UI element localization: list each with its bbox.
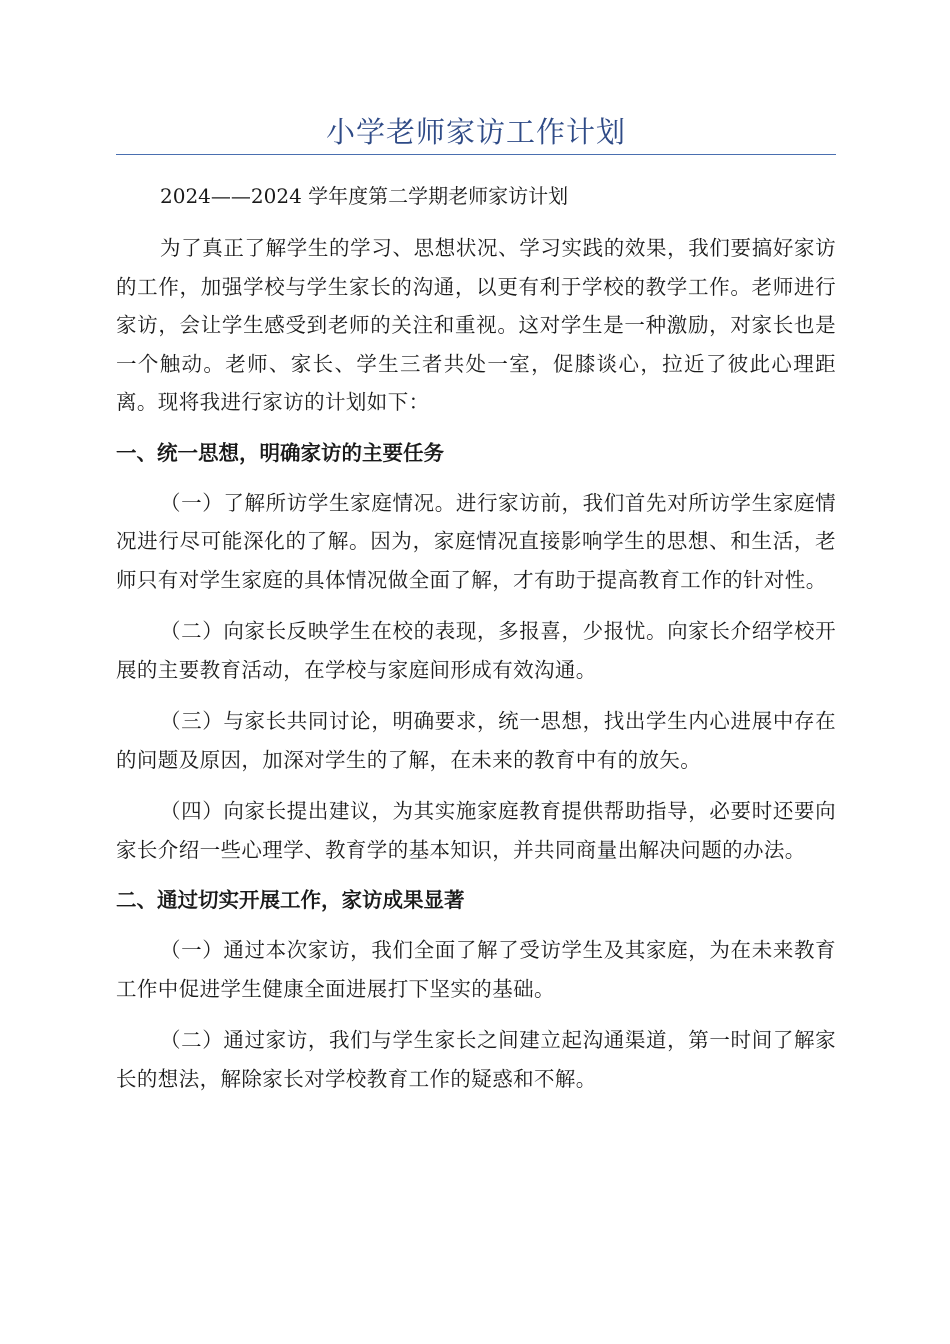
section2-item-2: （二）通过家访，我们与学生家长之间建立起沟通渠道，第一时间了解家长的想法，解除家长对学校教育工作的疑惑和不解。 [116,1028,836,1091]
section-heading-2: 二、通过切实开展工作，家访成果显著 [116,888,465,912]
section2-item-1: （一）通过本次家访，我们全面了解了受访学生及其家庭，为在未来教育工作中促进学生健康全面进展打下坚实的基础。 [116,938,836,1001]
document-page [116,110,836,1098]
section1-item-1: （一）了解所访学生家庭情况。进行家访前，我们首先对所访学生家庭情况进行尽可能深化的了解。因为，家庭情况直接影响学生的思想、和生活，老师只有对学生家庭的具体情况做全面了解，才有助于提高教育工作的针对性。 [116,490,836,592]
title-underline [116,154,836,155]
section1-item-3: （三）与家长共同讨论，明确要求，统一思想，找出学生内心进展中存在的问题及原因，加深对学生的了解，在未来的教育中有的放矢。 [116,709,836,772]
intro-paragraph: 为了真正了解学生的学习、思想状况、学习实践的效果，我们要搞好家访的工作，加强学校与学生家长的沟通，以更有利于学校的教学工作。老师进行家访，会让学生感受到老师的关注和重视。这对学生是一种激励，对家长也是一个触动。老师、家长、学生三者共处一室，促膝谈心，拉近了彼此心理距离。现将我进行家访的计划如下： [116,236,836,414]
document-subtitle: 2024——2024 学年度第二学期老师家访计划 [160,184,569,208]
section1-item-4: （四）向家长提出建议，为其实施家庭教育提供帮助指导，必要时还要向家长介绍一些心理学、教育学的基本知识，并共同商量出解决问题的办法。 [116,799,836,862]
document-title: 小学老师家访工作计划 [325,115,626,149]
section-heading-1: 一、统一思想，明确家访的主要任务 [116,440,444,465]
section1-item-2: （二）向家长反映学生在校的表现，多报喜，少报忧。向家长介绍学校开展的主要教育活动，在学校与家庭间形成有效沟通。 [116,619,836,682]
